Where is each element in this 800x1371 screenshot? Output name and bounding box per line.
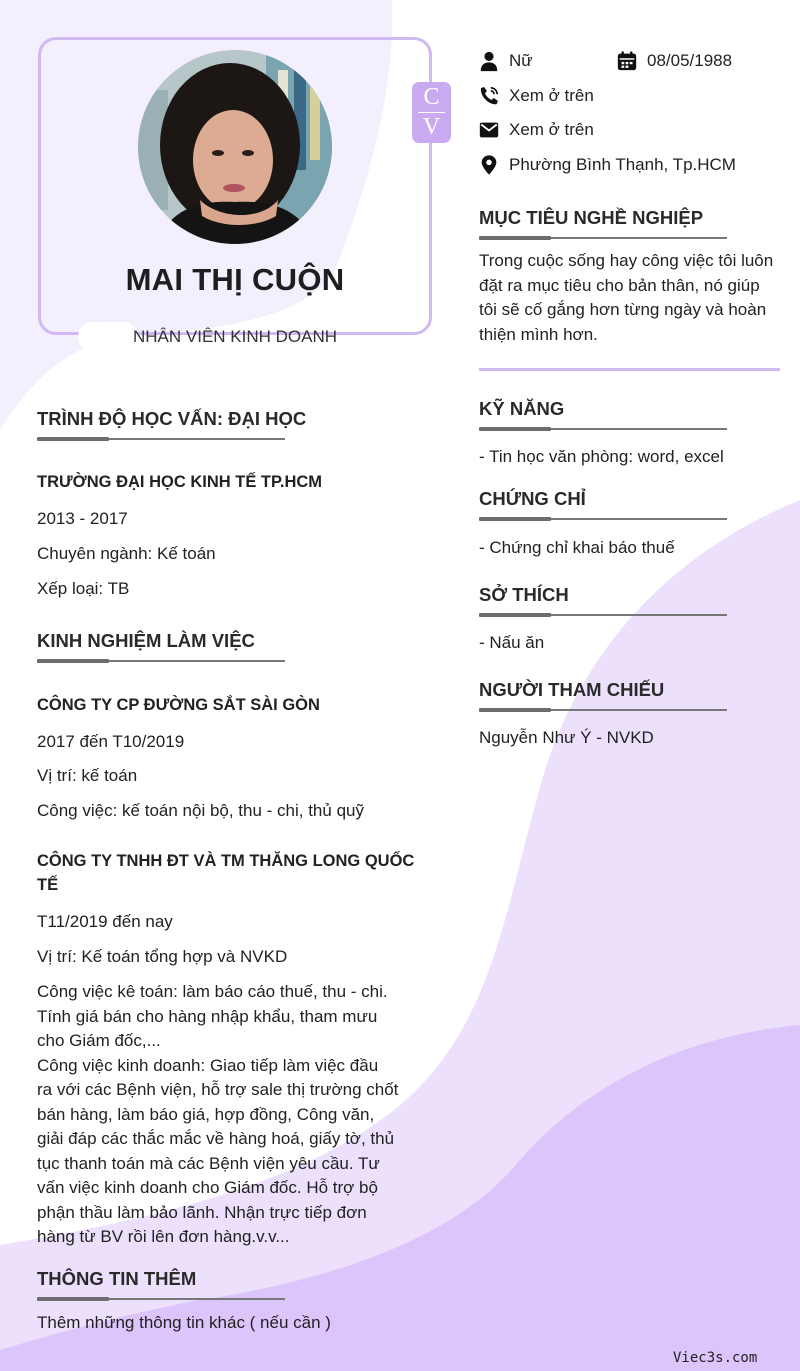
extra-heading-underline — [37, 1297, 196, 1301]
duty-line: vấn việc kinh doanh cho Giám đốc. Hỗ trợ bộ — [37, 1178, 378, 1197]
contact-address — [478, 154, 736, 176]
education-years: 2013 - 2017 — [37, 509, 128, 528]
duty-line: phận thầu làm bảo lãnh. Nhận trực tiếp đơn — [37, 1202, 367, 1222]
duty-line: Công việc kê toán: làm báo cáo thuế, thu - chi. — [37, 982, 388, 1001]
skills-heading — [479, 398, 564, 431]
objective-text — [479, 249, 789, 347]
duty-line: bán hàng, làm báo giá, hợp đồng, Công văn, — [37, 1104, 375, 1124]
references-text: Nguyễn Như Ý - NVKD — [479, 728, 654, 747]
candidate-name: MAI THỊ CUỘN — [125, 262, 345, 297]
education-heading-underline — [37, 437, 306, 441]
job-company: TẾ — [37, 876, 59, 894]
footer-watermark: Viec3s.com — [673, 1350, 758, 1366]
certificates-heading-text: CHỨNG CHỈ — [479, 488, 586, 509]
education-school: TRƯỜNG ĐẠI HỌC KINH TẾ TP.HCM — [37, 473, 323, 491]
objective-line: thiện mình hơn. — [479, 324, 598, 344]
objective-line: đặt ra mục tiêu cho bản thân, nó giúp — [479, 275, 760, 295]
extra-text: Thêm những thông tin khác ( nếu cần ) — [37, 1313, 331, 1332]
cv-badge-letter-c: C — [423, 84, 440, 110]
cv-badge-separator — [418, 112, 445, 113]
hobbies-text: - Nấu ăn — [479, 633, 545, 652]
education-major: Chuyên ngành: Kế toán — [37, 544, 216, 563]
hobbies-heading-text: SỞ THÍCH — [479, 584, 569, 605]
skills-heading-underline — [479, 427, 564, 431]
calendar-icon — [616, 50, 638, 72]
location-pin-icon — [478, 154, 500, 176]
job-company: CÔNG TY TNHH ĐT VÀ TM THĂNG LONG QUỐC — [37, 852, 415, 870]
references-heading-text: NGƯỜI THAM CHIẾU — [479, 679, 665, 700]
references-heading — [479, 679, 664, 712]
birthday-value: 08/05/1988 — [647, 51, 733, 70]
job-period: 2017 đến T10/2019 — [37, 732, 185, 751]
objective-heading — [479, 207, 703, 240]
hobbies-heading-underline — [479, 613, 569, 617]
section-divider — [479, 368, 780, 371]
experience-heading — [37, 630, 255, 663]
certificates-text: - Chứng chỉ khai báo thuế — [479, 538, 675, 557]
hobbies-heading — [479, 584, 569, 617]
duty-line: tục thanh toán mà các Bệnh viện yêu cầu. Tư — [37, 1153, 380, 1173]
job-position: Vị trí: kế toán — [37, 766, 138, 785]
objective-heading-underline — [479, 236, 703, 240]
duty-line: Công việc kinh doanh: Giao tiếp làm việc đầu — [37, 1055, 379, 1075]
phone-value: Xem ở trên — [509, 86, 594, 105]
job-duties: Công việc: kế toán nội bộ, thu - chi, thủ quỹ — [37, 801, 364, 820]
job-company: CÔNG TY CP ĐƯỜNG SẮT SÀI GÒN — [37, 696, 320, 714]
cv-badge — [412, 82, 451, 143]
certificates-heading — [479, 488, 586, 521]
contact-birthday — [616, 50, 732, 72]
email-value: Xem ở trên — [509, 120, 594, 139]
duty-line: hàng từ BV rồi lên đơn hàng.v.v... — [37, 1227, 290, 1246]
certificates-heading-underline — [479, 517, 586, 521]
skills-heading-text: KỸ NĂNG — [479, 398, 565, 419]
education-heading — [37, 408, 306, 441]
person-icon — [478, 50, 500, 72]
job-position: Vị trí: Kế toán tổng hợp và NVKD — [37, 947, 288, 966]
education-heading-text: TRÌNH ĐỘ HỌC VẤN: ĐẠI HỌC — [37, 408, 307, 429]
contact-phone — [478, 85, 594, 107]
duty-line: cho Giám đốc,... — [37, 1031, 161, 1050]
references-heading-underline — [479, 708, 664, 712]
duty-line: giải đáp các thắc mắc về hàng hoá, giấy tờ, thủ — [37, 1129, 395, 1148]
duty-line: ra với các Bệnh viện, hỗ trợ sale thị trường chốt — [37, 1080, 399, 1099]
extra-heading-text: THÔNG TIN THÊM — [37, 1268, 197, 1289]
envelope-icon — [478, 119, 500, 141]
job-duties — [37, 980, 417, 1250]
experience-heading-underline — [37, 659, 255, 663]
skills-text: - Tin học văn phòng: word, excel — [479, 447, 724, 466]
avatar — [138, 50, 332, 244]
contact-email — [478, 119, 594, 141]
objective-line: tôi sẽ cố gắng hơn từng ngày và hoàn — [479, 300, 767, 319]
address-value: Phường Bình Thạnh, Tp.HCM — [509, 155, 736, 174]
phone-icon — [478, 85, 500, 107]
duty-line: Tính giá bán cho hàng nhập khẩu, tham mưu — [37, 1006, 378, 1026]
gender-value: Nữ — [509, 51, 533, 70]
education-grade: Xếp loại: TB — [37, 579, 130, 598]
objective-line: Trong cuộc sống hay công việc tôi luôn — [479, 251, 774, 270]
extra-heading — [37, 1268, 196, 1301]
candidate-role: NHÂN VIÊN KINH DOANH — [132, 327, 338, 346]
contact-gender — [478, 50, 533, 72]
job-period: T11/2019 đến nay — [37, 912, 173, 931]
objective-heading-text: MỤC TIÊU NGHỀ NGHIỆP — [479, 207, 704, 228]
cv-badge-letter-v: V — [422, 114, 441, 140]
experience-heading-text: KINH NGHIỆM LÀM VIỆC — [37, 630, 255, 651]
